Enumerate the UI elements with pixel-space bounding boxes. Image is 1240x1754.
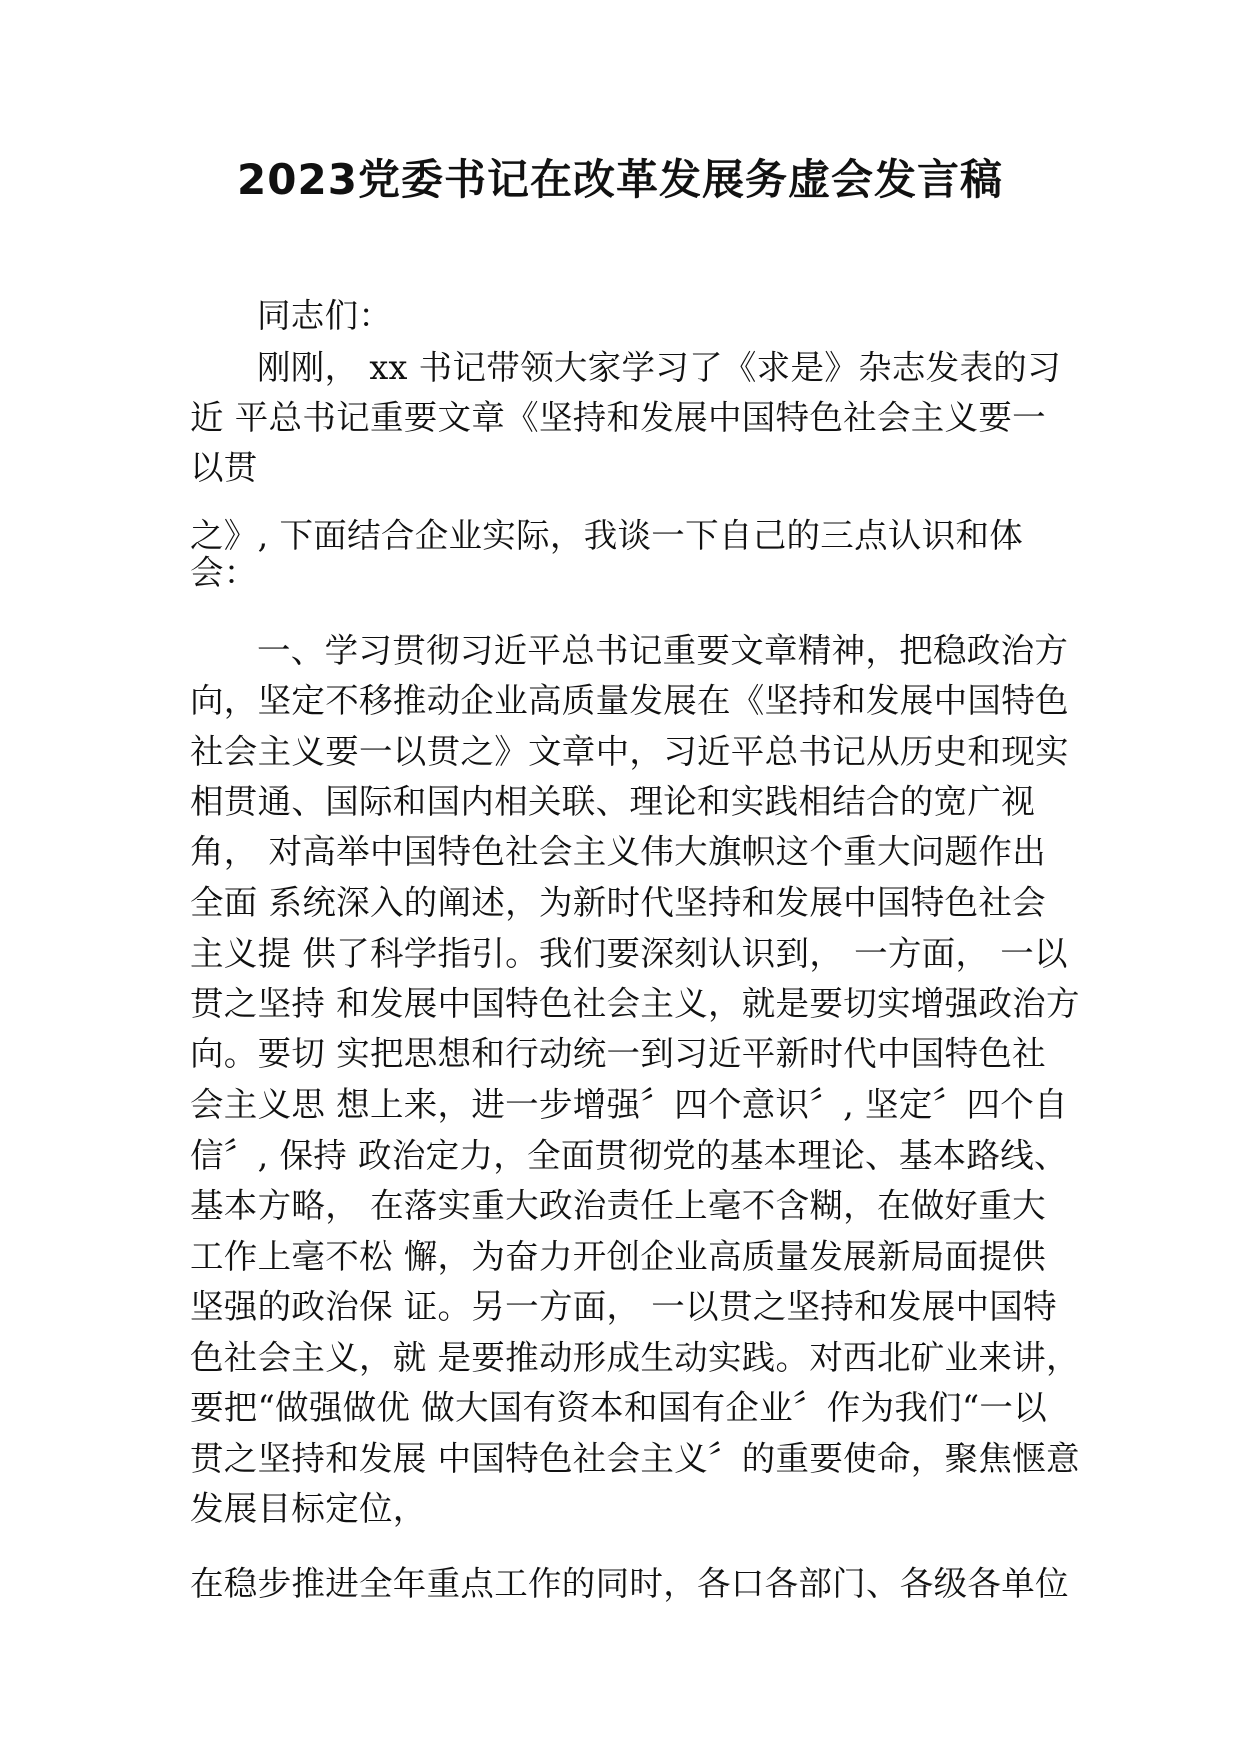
- text-line: 工作上毫不松 懈，为奋力开创企业高质量发展新局面提供: [190, 1237, 1046, 1276]
- text-line: 坚强的政治保 证。另一方面， 一以贯之坚持和发展中国特: [190, 1287, 1057, 1326]
- text-line: 发展目标定位，: [190, 1489, 427, 1528]
- text-line: 色社会主义，就 是要推动形成生动实践。对西北矿业来讲，: [190, 1338, 1080, 1377]
- text-line: 社会主义要一以贯之》文章中，习近平总书记从历史和现实: [190, 732, 1069, 771]
- text-line: 在稳步推进全年重点工作的同时，各口各部门、各级各单位: [190, 1564, 1069, 1603]
- text-line: 要把“做强做优 做大国有资本和国有企业〞作为我们“一以: [190, 1388, 1047, 1427]
- text-line: 以贯: [190, 448, 258, 487]
- text-line: 一、学习贯彻习近平总书记重要文章精神，把稳政治方: [257, 631, 1069, 670]
- text-line: 信〞, 保持 政治定力，全面贯彻党的基本理论、基本路线、: [190, 1136, 1068, 1175]
- text-line: 基本方略， 在落实重大政治责任上毫不含糊，在做好重大: [190, 1186, 1046, 1225]
- text-line: 向，坚定不移推动企业高质量发展在《坚持和发展中国特色: [190, 681, 1069, 720]
- text-line: 贯之坚持和发展 中国特色社会主义〞的重要使命，聚焦惬意: [190, 1439, 1080, 1478]
- text-line: 近 平总书记重要文章《坚持和发展中国特色社会主义要一: [190, 398, 1046, 437]
- text-line: 全面 系统深入的阐述，为新时代坚持和发展中国特色社会: [190, 883, 1046, 922]
- document-title: 2023党委书记在改革发展务虚会发言稿: [237, 155, 1003, 204]
- text-line: 同志们：: [257, 296, 393, 335]
- text-line: 贯之坚持 和发展中国特色社会主义，就是要切实增强政治方: [190, 984, 1080, 1023]
- text-line: 会主义思 想上来，进一步增强〞四个意识〞, 坚定〞四个自: [190, 1085, 1068, 1124]
- text-line: 角， 对高举中国特色社会主义伟大旗帜这个重大问题作出: [190, 832, 1046, 871]
- text-line: 之》, 下面结合企业实际，我谈一下自己的三点认识和体: [190, 516, 1024, 555]
- text-line: 刚刚， xx 书记带领大家学习了《求是》杂志发表的习: [257, 348, 1061, 387]
- text-line: 相贯通、国际和国内相关联、理论和实践相结合的宽广视: [190, 782, 1035, 821]
- text-line: 主义提 供了科学指引。我们要深刻认识到， 一方面， 一以: [190, 934, 1068, 973]
- text-line: 向。要切 实把思想和行动统一到习近平新时代中国特色社: [190, 1034, 1046, 1073]
- text-line: 会：: [190, 553, 258, 592]
